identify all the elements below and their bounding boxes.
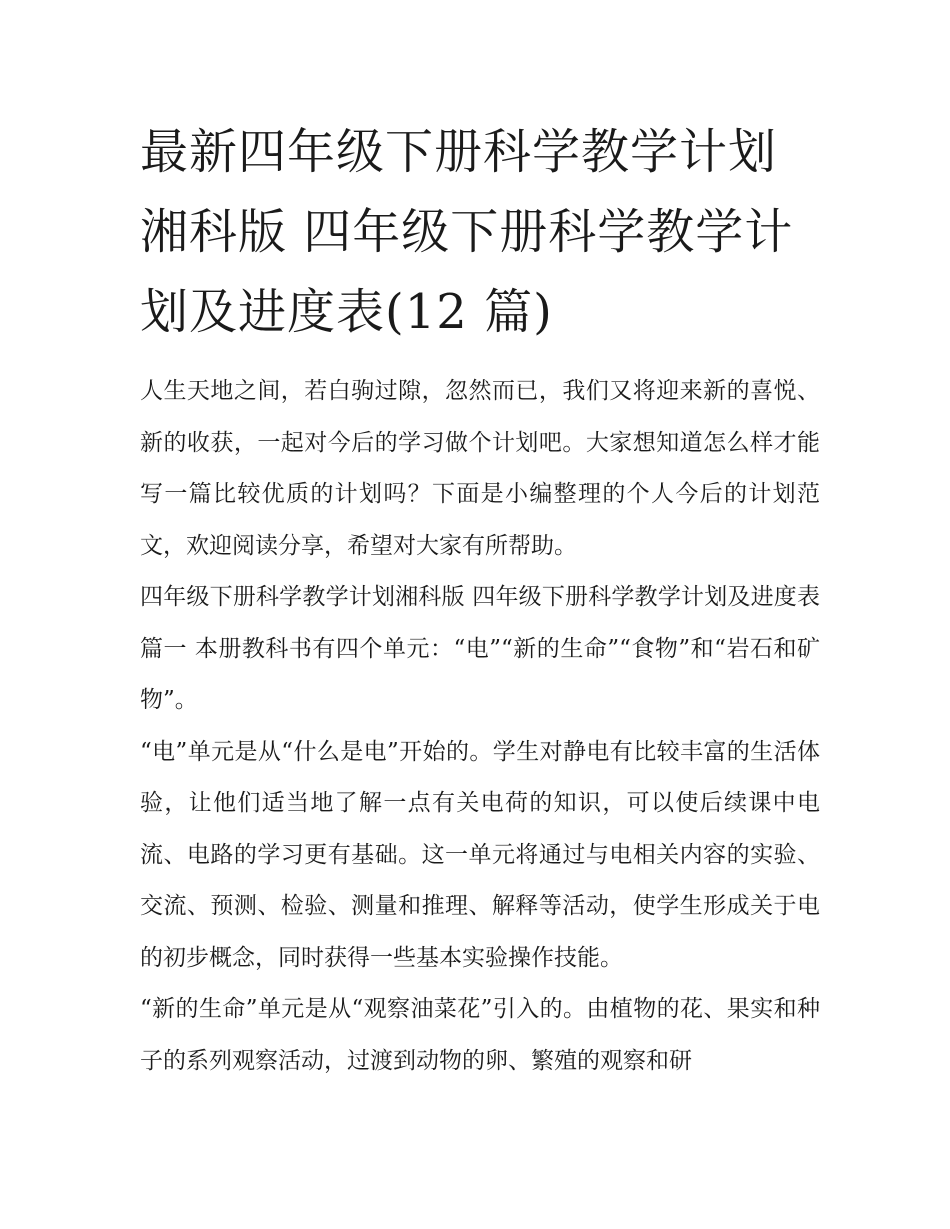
section-one-paragraph: 四年级下册科学教学计划湘科版 四年级下册科学教学计划及进度表篇一 本册教科书有四个单元：“电”“新的生命”“食物”和“岩石和矿物”。 [140, 584, 820, 713]
title-line-3: 划及进度表(12 篇) [140, 284, 553, 340]
electricity-unit-paragraph: “电”单元是从“什么是电”开始的。学生对静电有比较丰富的生活体验，让他们适当地了解一点有关电荷的知识，可以使后续课中电流、电路的学习更有基础。这一单元将通过与电相关内容的实验、交流、预测、检验、测量和推理、解释等活动，使学生形成关于电的初步概念，同时获得一些基本实验操作技能。 [140, 738, 820, 971]
title-line-1: 最新四年级下册科学教学计划 [140, 124, 778, 180]
intro-paragraph: 人生天地之间，若白驹过隙，忽然而已，我们又将迎来新的喜悦、新的收获，一起对今后的学习做个计划吧。大家想知道怎么样才能写一篇比较优质的计划吗？下面是小编整理的个人今后的计划范文，欢迎阅读分享，希望对大家有所帮助。 [140, 378, 820, 559]
title-line-2: 湘科版 四年级下册科学教学计 [140, 204, 794, 260]
document-content [140, 112, 820, 1087]
new-life-unit-paragraph: “新的生命”单元是从“观察油菜花”引入的。由植物的花、果实和种子的系列观察活动，过渡到动物的卵、繁殖的观察和研 [140, 996, 820, 1074]
document-title [140, 112, 820, 352]
